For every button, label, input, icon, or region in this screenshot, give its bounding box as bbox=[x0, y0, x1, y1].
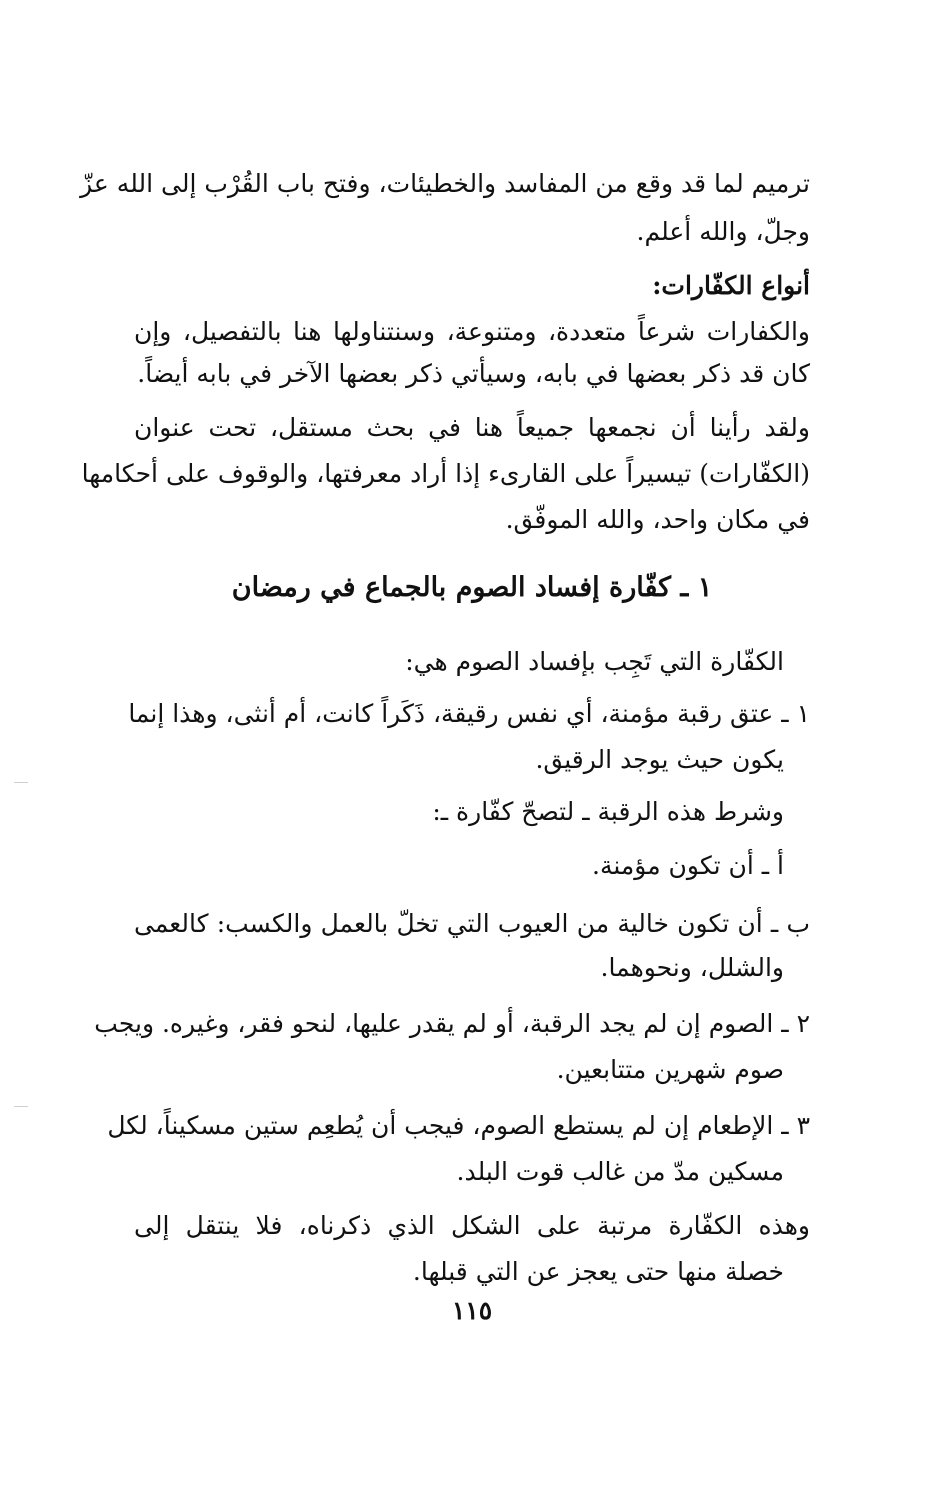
paragraph-line: في مكان واحد، والله الموفّق. bbox=[505, 505, 810, 534]
section-title: ١ ـ كفّارة إفساد الصوم بالجماع في رمضان bbox=[231, 572, 713, 603]
margin-mark bbox=[14, 1106, 28, 1107]
margin-mark bbox=[14, 782, 28, 783]
intro-line: وجلّ، والله أعلم. bbox=[636, 217, 810, 246]
paragraph-line: ولقد رأينا أن نجمعها جميعاً هنا في بحث مستقل، تحت عنوان bbox=[134, 413, 810, 442]
condition-item: ب ـ أن تكون خالية من العيوب التي تخلّ بالعمل والكسب: كالعمى bbox=[134, 909, 810, 938]
paragraph-line: وهذه الكفّارة مرتبة على الشكل الذي ذكرناه، فلا ينتقل إلى bbox=[134, 1211, 810, 1240]
paragraph-line: كان قد ذكر بعضها في بابه، وسيأتي ذكر بعضها الآخر في بابه أيضاً. bbox=[137, 359, 810, 388]
list-item-line: مسكين مدّ من غالب قوت البلد. bbox=[456, 1157, 784, 1186]
intro-line: ترميم لما قد وقع من المفاسد والخطيئات، وفتح باب القُرْب إلى الله عزّ bbox=[80, 169, 810, 198]
list-item-line: يكون حيث يوجد الرقيق. bbox=[535, 745, 784, 774]
condition-intro: وشرط هذه الرقبة ـ لتصحّ كفّارة ـ: bbox=[432, 797, 784, 826]
paragraph-line: والكفارات شرعاً متعددة، ومتنوعة، وسنتناولها هنا بالتفصيل، وإن bbox=[134, 317, 810, 346]
list-item-line: ٣ ـ الإطعام إن لم يستطع الصوم، فيجب أن يُطعِم ستين مسكيناً، لكل bbox=[107, 1111, 810, 1140]
condition-item: أ ـ أن تكون مؤمنة. bbox=[592, 851, 784, 880]
list-item-line: ٢ ـ الصوم إن لم يجد الرقبة، أو لم يقدر عليها، لنحو فقر، وغيره. ويجب bbox=[94, 1009, 810, 1038]
paragraph-line: (الكفّارات) تيسيراً على القارىء إذا أراد معرفتها، والوقوف على أحكامها bbox=[81, 459, 810, 488]
paragraph-line: خصلة منها حتى يعجز عن التي قبلها. bbox=[412, 1257, 784, 1286]
section-heading: أنواع الكفّارات: bbox=[652, 271, 810, 300]
page-number: ١١٥ bbox=[451, 1296, 493, 1325]
list-item-line: صوم شهرين متتابعين. bbox=[556, 1055, 784, 1084]
paragraph-line: الكفّارة التي تَجِب بإفساد الصوم هي: bbox=[405, 647, 784, 676]
condition-item: والشلل، ونحوهما. bbox=[600, 953, 784, 982]
list-item-line: ١ ـ عتق رقبة مؤمنة، أي نفس رقيقة، ذَكَراً كانت، أم أنثى، وهذا إنما bbox=[128, 699, 810, 728]
